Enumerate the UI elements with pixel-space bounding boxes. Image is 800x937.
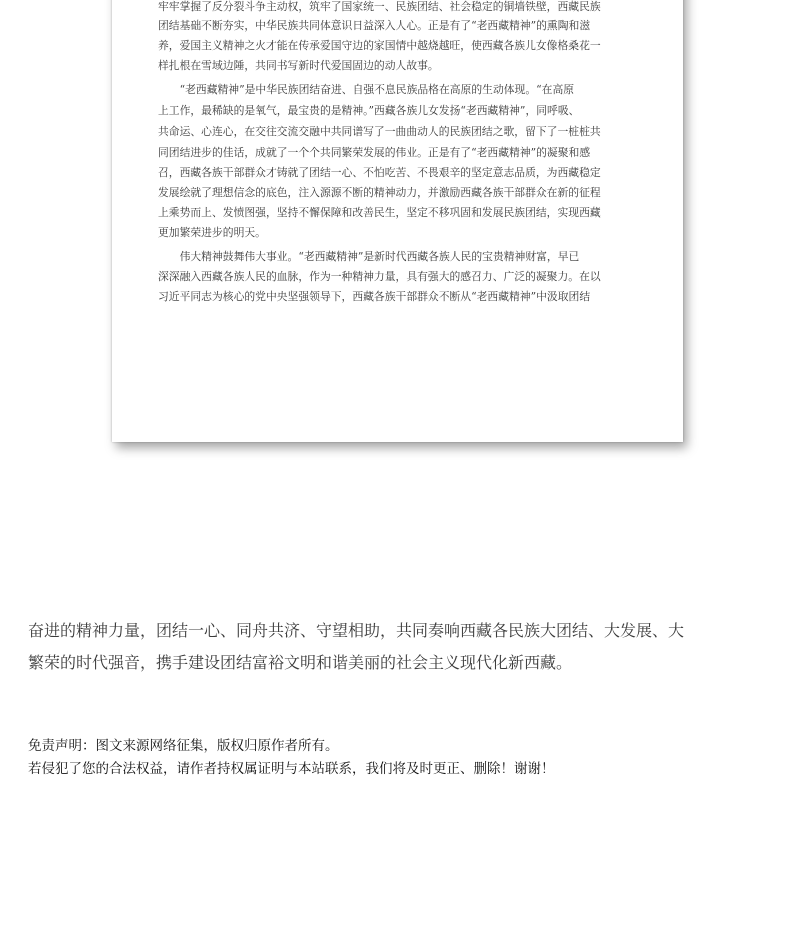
document-line: 同团结进步的佳话，成就了一个个共同繁荣发展的伟业。正是有了“老西藏精神”的凝聚和感 <box>158 146 591 159</box>
document-line: 深深融入西藏各族人民的血脉，作为一种精神力量，具有强大的感召力、广泛的凝聚力。在以 <box>158 270 601 283</box>
document-line: 上乘势而上、发愤图强，坚持不懈保障和改善民生，坚定不移巩固和发展民族团结，实现西藏 <box>158 206 601 219</box>
document-line: 养，爱国主义精神之火才能在传承爱国守边的家国情中越烧越旺，使西藏各族儿女像格桑花一 <box>158 39 601 52</box>
body-paragraph-line-2: 繁荣的时代强音，携手建设团结富裕文明和谐美丽的社会主义现代化新西藏。 <box>28 653 573 672</box>
document-line: 上工作，最稀缺的是氧气，最宝贵的是精神。”西藏各族儿女发扬“老西藏精神”，同呼吸、 <box>158 104 580 117</box>
document-line: 团结基础不断夯实，中华民族共同体意识日益深入人心。正是有了“老西藏精神”的熏陶和滋 <box>158 19 591 32</box>
document-line: 发展绘就了理想信念的底色，注入源源不断的精神动力，并激励西藏各族干部群众在新的征程 <box>158 186 601 199</box>
document-line: 共命运、心连心，在交往交流交融中共同谱写了一曲曲动人的民族团结之歌，留下了一桩桩共 <box>158 125 601 138</box>
body-paragraph-line-1: 奋进的精神力量，团结一心、同舟共济、守望相助，共同奏响西藏各民族大团结、大发展、大 <box>28 621 685 640</box>
document-line: 召，西藏各族干部群众才铸就了团结一心、不怕吃苦、不畏艰辛的坚定意志品质，为西藏稳定 <box>158 166 601 179</box>
disclaimer-line-1: 免责声明：图文来源网络征集，版权归原作者所有。 <box>28 738 339 754</box>
document-line: 牢牢掌握了反分裂斗争主动权，筑牢了国家统一、民族团结、社会稳定的铜墙铁壁，西藏民族 <box>158 0 601 13</box>
document-page-preview <box>112 0 683 442</box>
document-line: 伟大精神鼓舞伟大事业。“老西藏精神”是新时代西藏各族人民的宝贵精神财富，早已 <box>158 250 580 263</box>
document-line: “老西藏精神”是中华民族团结奋进、自强不息民族品格在高原的生动体现。“在高原 <box>158 83 575 96</box>
disclaimer-line-2: 若侵犯了您的合法权益，请作者持权属证明与本站联系，我们将及时更正、删除！谢谢！ <box>28 761 555 777</box>
document-line: 样扎根在雪域边陲，共同书写新时代爱国固边的动人故事。 <box>158 59 439 72</box>
document-line: 习近平同志为核心的党中央坚强领导下，西藏各族干部群众不断从“老西藏精神”中汲取团结 <box>158 290 591 303</box>
document-line: 更加繁荣进步的明天。 <box>158 226 266 239</box>
